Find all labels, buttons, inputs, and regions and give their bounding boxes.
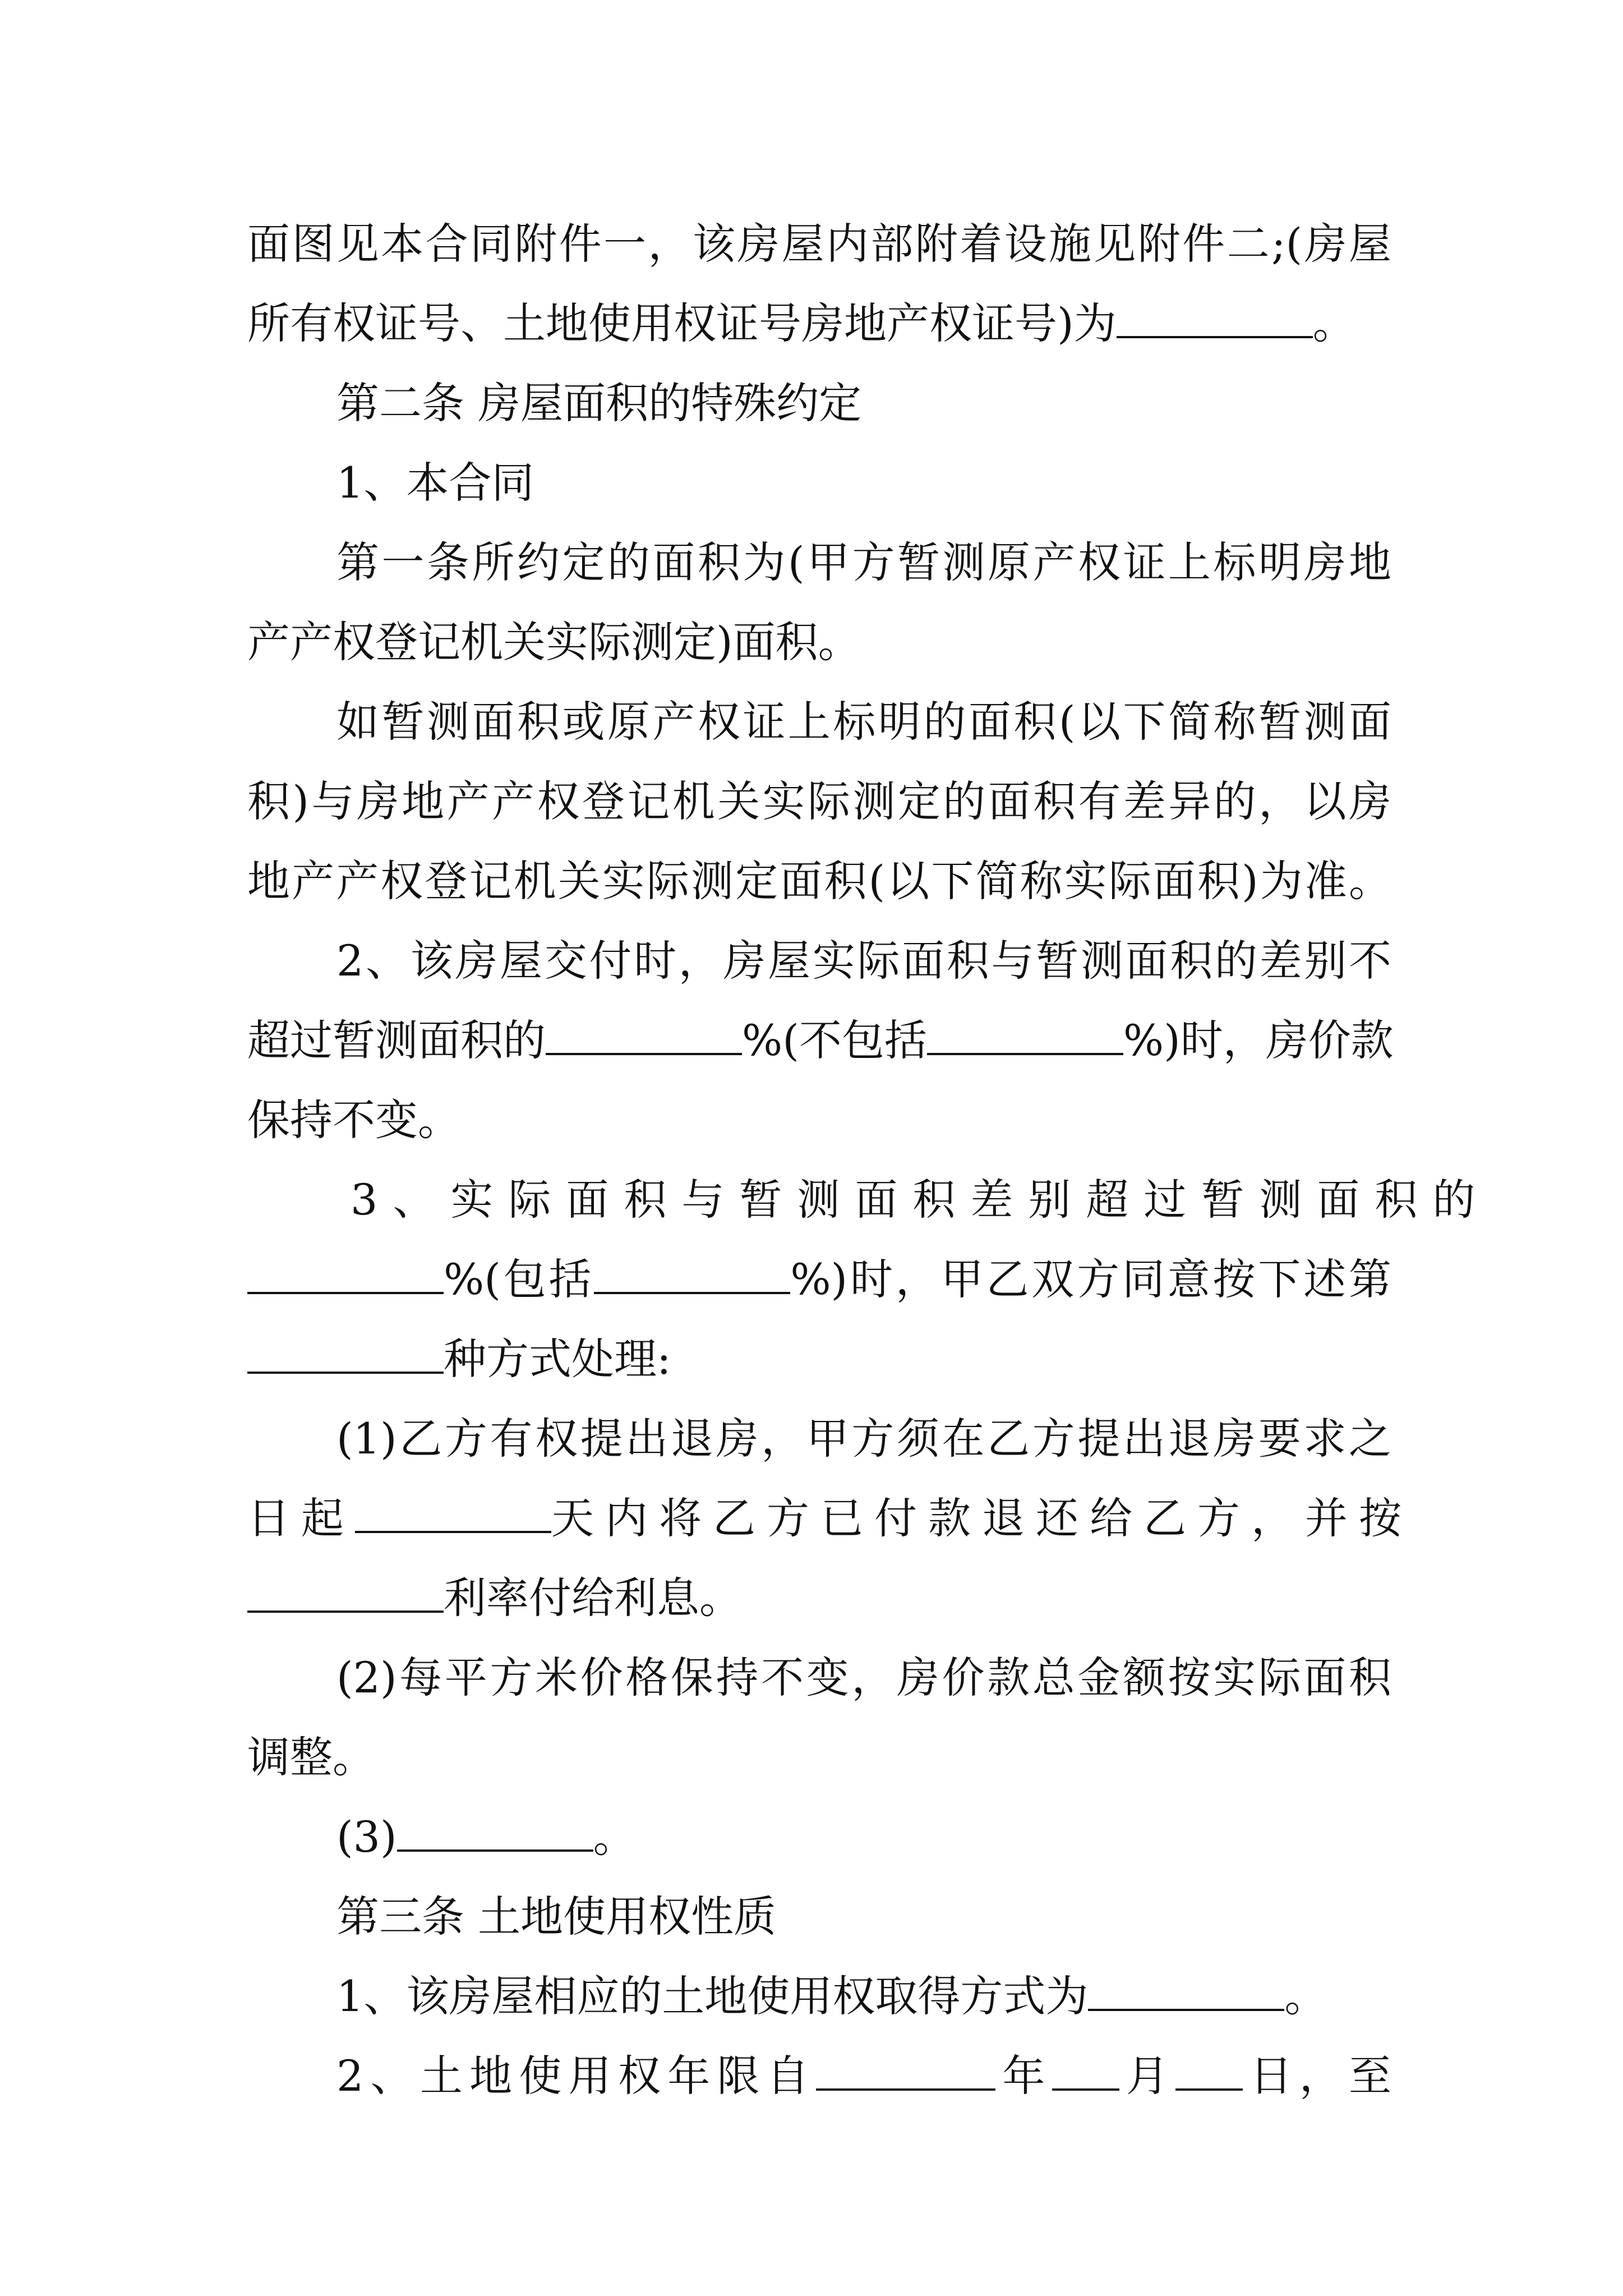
text-run: 2、该房屋交付时，房屋实际面积与暂测面积的差别不 [336, 936, 1391, 986]
fill-in-blank[interactable] [397, 1815, 593, 1852]
text-run: 如暂测面积或原产权证上标明的面积(以下简称暂测面 [336, 697, 1391, 747]
text-run: 第二条 房屋面积的特殊约定 [336, 378, 862, 428]
paragraph-line [336, 1954, 1391, 2039]
paragraph-line [336, 919, 1391, 1003]
fill-in-blank[interactable] [355, 1496, 551, 1533]
paragraph-line [336, 1397, 1391, 1481]
paragraph-line [336, 1795, 1391, 1879]
text-run: 。 [593, 1812, 636, 1862]
text-run: 种方式处理: [444, 1334, 671, 1384]
text-run: 产产权登记机关实际测定)面积。 [247, 617, 861, 667]
text-run: 所有权证号、土地使用权证号房地产权证号)为 [247, 298, 1117, 348]
text-run: 调整。 [247, 1732, 375, 1782]
fill-in-blank[interactable] [1175, 2054, 1243, 2091]
text-run: 。 [1284, 1971, 1327, 2021]
paragraph-line [247, 1556, 1391, 1640]
paragraph-line [336, 521, 1391, 605]
paragraph-line [247, 839, 1391, 923]
paragraph-line [336, 441, 1391, 525]
text-run: 2、土地使用权年限自 [336, 2051, 817, 2101]
paragraph-line [247, 999, 1394, 1083]
text-run: 天内将乙方已付款退还给乙方，并按 [551, 1493, 1413, 1543]
fill-in-blank[interactable] [247, 1576, 444, 1613]
paragraph-line [247, 760, 1391, 844]
fill-in-blank[interactable] [594, 1257, 790, 1294]
section-heading [336, 361, 1391, 445]
text-run: (3) [336, 1812, 397, 1862]
fill-in-blank[interactable] [1117, 301, 1313, 338]
fill-in-blank[interactable] [247, 1337, 444, 1374]
text-run: %)时，房价款 [1123, 1015, 1394, 1065]
text-run: 年 [995, 2051, 1052, 2101]
text-run: 超过暂测面积的 [247, 1015, 546, 1065]
fill-in-blank[interactable] [816, 2054, 995, 2091]
text-run: 第一条所约定的面积为(甲方暂测原产权证上标明房地 [336, 537, 1391, 587]
fill-in-blank[interactable] [1088, 1974, 1284, 2011]
fill-in-blank[interactable] [247, 1257, 444, 1294]
paragraph-line [247, 1715, 1391, 1800]
text-run: 日，至 [1243, 2051, 1392, 2101]
text-run: 保持不变。 [247, 1095, 460, 1145]
text-run: 面图见本合同附件一，该房屋内部附着设施见附件二;(房屋 [247, 219, 1391, 269]
paragraph-line [336, 680, 1391, 764]
paragraph-line [247, 1237, 1391, 1322]
text-run: %)时，甲乙双方同意按下述第 [790, 1254, 1391, 1304]
text-run: (2)每平方米价格保持不变，房价款总金额按实际面积 [336, 1653, 1391, 1703]
paragraph-line [247, 1078, 1391, 1162]
paragraph-line [336, 1636, 1391, 1720]
text-run: 日起 [247, 1493, 355, 1543]
text-run: 积)与房地产产权登记机关实际测定的面积有差异的，以房 [247, 776, 1391, 826]
paragraph-line [247, 1476, 1413, 1561]
paragraph-line [247, 202, 1391, 286]
paragraph-line [336, 2034, 1391, 2118]
fill-in-blank[interactable] [546, 1018, 742, 1055]
text-run: 第三条 土地使用权性质 [336, 1892, 777, 1941]
text-run: 月 [1119, 2051, 1176, 2101]
text-run: 3、实际面积与暂测面积差别超过暂测面积的 [351, 1175, 1491, 1225]
text-run: 。 [1312, 298, 1355, 348]
text-run: %(包括 [444, 1254, 594, 1304]
fill-in-blank[interactable] [927, 1018, 1123, 1055]
text-run: 利率付给利息。 [444, 1573, 742, 1623]
text-run: (1)乙方有权提出退房，甲方须在乙方提出退房要求之 [336, 1414, 1391, 1464]
text-run: %(不包括 [742, 1015, 927, 1065]
fill-in-blank[interactable] [1052, 2054, 1119, 2091]
text-run: 地产产权登记机关实际测定面积(以下简称实际面积)为准。 [247, 856, 1391, 906]
paragraph-line [247, 1317, 1391, 1401]
section-heading [336, 1875, 1391, 1959]
paragraph-line [351, 1158, 1491, 1242]
text-run: 1、该房屋相应的土地使用权取得方式为 [336, 1971, 1089, 2021]
paragraph-line [247, 600, 1391, 684]
text-run: 1、本合同 [336, 458, 534, 508]
paragraph-line [247, 282, 1391, 366]
